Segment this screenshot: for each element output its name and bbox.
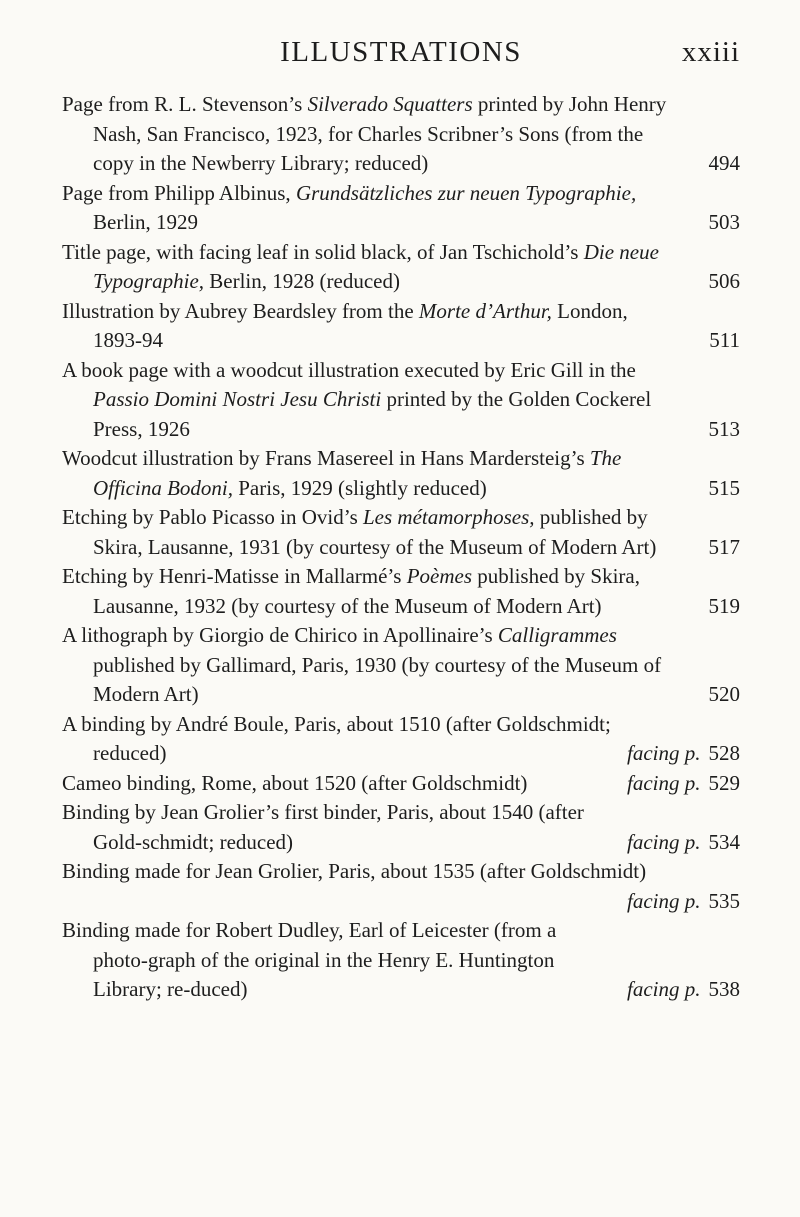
list-item [62, 356, 740, 445]
entry-page-ref [627, 739, 740, 769]
facing-label: facing p. [627, 977, 701, 1001]
entry-title: Morte d’Arthur, [418, 298, 552, 323]
entry-text: Etching by Henri-Matisse in Mallarmé’s [62, 564, 407, 588]
entry-text: Title page, with facing leaf in solid black, of Jan Tschichold’s [62, 239, 584, 264]
entry-text: A book page with a woodcut illustration executed by Eric Gill in the [62, 357, 636, 382]
entry-title: The Officina Bodoni, [93, 446, 622, 500]
list-item [62, 562, 740, 621]
entry-page-number: 517 [708, 534, 740, 559]
entry-page-ref [627, 769, 740, 799]
entry-text: Etching by Pablo Picasso in Ovid’s [62, 505, 363, 529]
entry-page-ref [627, 975, 740, 1005]
list-item-facing [62, 916, 740, 1005]
list-item [62, 238, 740, 297]
list-item-facing [62, 769, 740, 799]
list-item-facing [62, 710, 740, 769]
entry-page-number: 529 [708, 770, 740, 795]
entry-title: Calligrammes [497, 623, 617, 647]
entry-title: Les métamorphoses, [363, 505, 535, 529]
facing-label: facing p. [627, 888, 701, 913]
entry-page-number: 519 [708, 593, 740, 618]
entry-text: Binding by Jean Grolier’s first binder, Paris, about 1540 (after Gold-schmidt; reduced) [62, 800, 584, 854]
entry-text: published by Gallimard, Paris, 1930 (by courtesy of the Museum of Modern Art) [93, 652, 662, 706]
entry-title: Passio Domini Nostri Jesu Christi [93, 387, 382, 411]
entry-page-number: 534 [708, 829, 740, 854]
entry-text: printed by the Golden Cockerel Press, 1926 [93, 387, 652, 441]
list-item [62, 503, 740, 562]
entry-text: Binding made for Robert Dudley, Earl of Leicester (from a photo-graph of the original in the Henry E. Huntington Library; re-duced) [62, 918, 557, 1001]
page-folio: xxiii [681, 36, 740, 68]
entry-page-number: 506 [708, 269, 740, 293]
running-head: ILLUSTRATIONS [280, 36, 522, 68]
entry-text: Binding made for Jean Grolier, Paris, about 1535 (after Goldschmidt) [62, 859, 647, 883]
entry-page-ref [627, 828, 740, 858]
entry-page-number: 511 [709, 328, 740, 352]
entry-page-ref [627, 887, 740, 917]
list-item [62, 90, 740, 179]
entry-text: published by Skira, Lausanne, 1932 (by courtesy of the Museum of Modern Art) [93, 564, 640, 618]
entry-page-number: 494 [708, 151, 740, 175]
list-item [62, 444, 740, 503]
entry-page-number: 520 [708, 682, 740, 706]
entry-page-number: 515 [708, 475, 740, 500]
entry-text: Woodcut illustration by Frans Masereel in Hans Mardersteig’s [62, 446, 590, 470]
list-item-facing [62, 857, 740, 916]
entry-page-number: 538 [708, 977, 740, 1001]
entry-title: Poèmes [406, 564, 472, 588]
entry-text: Paris, 1929 (slightly reduced) [233, 475, 487, 500]
entry-page-number: 535 [708, 888, 740, 913]
entry-title: Silverado Squatters [307, 92, 473, 116]
entry-page-number: 528 [708, 741, 740, 765]
entry-text: Berlin, 1929 [93, 210, 198, 234]
entry-title: Grundsätzliches zur neuen Typographie, [295, 180, 637, 205]
entry-text: published by Skira, Lausanne, 1931 (by courtesy of the Museum of Modern Art) [93, 505, 657, 559]
entry-text: London, 1893-94 [93, 298, 628, 352]
entry-text: Page from R. L. Stevenson’s [62, 92, 308, 116]
entry-page-number: 503 [708, 210, 740, 234]
entry-text: Page from Philipp Albinus, [62, 180, 296, 205]
facing-label: facing p. [627, 829, 701, 854]
list-item [62, 297, 740, 356]
entry-text: printed by John Henry Nash, San Francisco, 1923, for Charles Scribner’s Sons (from the copy in the Newberry Library; reduced) [93, 92, 667, 175]
entry-text: Cameo binding, Rome, about 1520 (after Goldschmidt) [62, 770, 528, 795]
list-item [62, 621, 740, 710]
entry-title: Die neue Typographie, [93, 239, 659, 293]
entry-text: Illustration by Aubrey Beardsley from the [62, 298, 419, 323]
illustrations-list [62, 90, 740, 1005]
facing-label: facing p. [627, 741, 701, 765]
list-item [62, 179, 740, 238]
facing-label: facing p. [627, 770, 701, 795]
entry-text: Berlin, 1928 (reduced) [204, 269, 400, 293]
entry-text: A lithograph by Giorgio de Chirico in Apollinaire’s [62, 623, 498, 647]
entry-text: A binding by André Boule, Paris, about 1510 (after Goldschmidt; reduced) [62, 711, 611, 765]
list-item-facing [62, 798, 740, 857]
page-header [62, 36, 740, 76]
entry-page-number: 513 [708, 416, 740, 441]
